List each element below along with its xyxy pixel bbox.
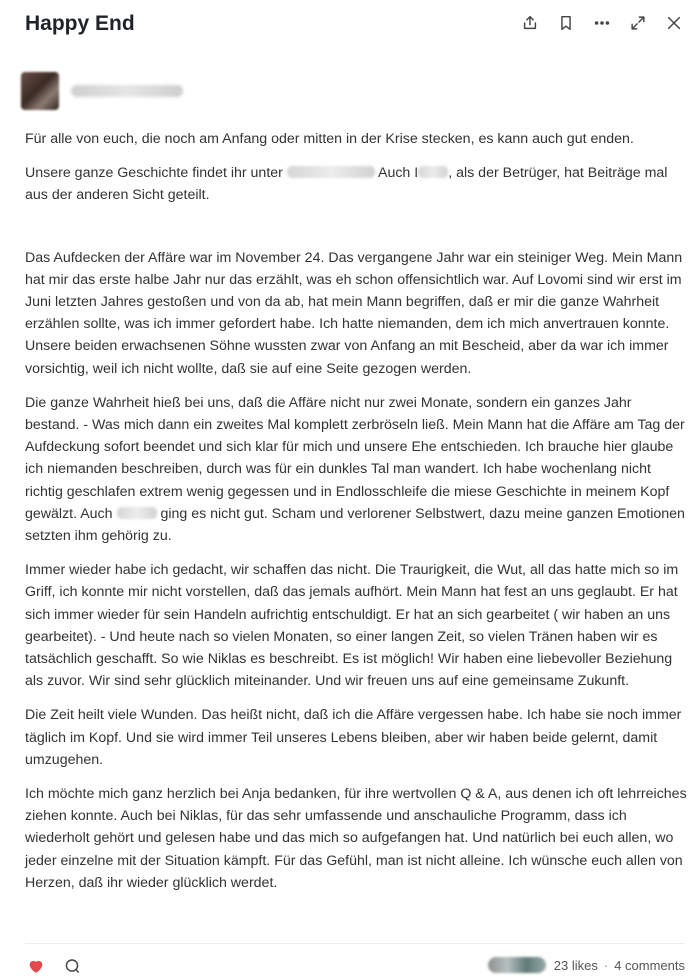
author-row bbox=[21, 72, 183, 110]
redacted-link[interactable] bbox=[287, 166, 375, 178]
avatar[interactable] bbox=[21, 72, 59, 110]
paragraph-text: Unsere ganze Geschichte findet ihr unter bbox=[25, 165, 287, 182]
paragraph: Die Zeit heilt viele Wunden. Das heißt nicht, daß ich die Affäre vergessen habe. Ich habe sie noch immer täglich im Kopf. Und sie wird immer Teil unseres Lebens bleiben, aber wir haben beide gelernt, damit umzugehen. bbox=[25, 707, 682, 768]
redacted-name bbox=[418, 166, 448, 178]
paragraph: Das Aufdecken der Affäre war im November 24. Das vergangene Jahr war ein steiniger Weg. Mein Mann hat mir das erste halbe Jahr nur das erzählt, was eh schon offensichtlich war. Auf Lovomi sind wir erst im Juni letzten Jahres gestoßen und von da ab, hat mein Mann begriffen, daß er mir die ganze Wahrheit erzählen sollte, was ich immer gefordert habe. Ich hatte niemanden, dem ich mich anvertrauen konnte. Unsere beiden erwachsenen Söhne wussten zwar von Anfang an mit Bescheid, aber da war ich immer vorsichtig, weil ich nicht wollte, daß sie auf eine Seite gezogen werden. bbox=[25, 249, 683, 377]
close-icon[interactable] bbox=[663, 12, 685, 34]
likes-count[interactable]: 23 likes bbox=[553, 957, 598, 973]
paragraph-text: Auch I bbox=[374, 165, 419, 182]
post-body bbox=[25, 128, 689, 906]
post-header bbox=[25, 10, 685, 42]
reaction-actions bbox=[25, 955, 83, 977]
comments-count[interactable]: 4 comments bbox=[614, 957, 685, 973]
liker-avatars-redacted[interactable] bbox=[488, 957, 546, 973]
redacted-name bbox=[117, 507, 157, 519]
expand-icon[interactable] bbox=[627, 12, 649, 34]
post-title: Happy End bbox=[25, 12, 135, 35]
engagement-stats bbox=[488, 957, 685, 973]
paragraph-text: Die ganze Wahrheit hieß bei uns, daß die Affäre nicht nur zwei Monate, sondern ein ganzes Jahr bestand. - Was mich dann ein zweites Mal komplett zerbröseln ließ. Mein Mann hat die Affäre am Tag der Aufdeckung sofort beendet und sich klar für mich und unsere Ehe entschieden. Ich brauche hier glaube ich niemanden beschreiben, durch was für ein dunkles Tal man wandert. Ich habe wochenlang nicht richtig geschlafen extrem wenig gegessen und in Endlosschleife die miese Geschichte in meinem Kopf gewälzt. Auch bbox=[25, 394, 685, 522]
paragraph: Für alle von euch, die noch am Anfang oder mitten in der Krise stecken, es kann auch gut enden. bbox=[25, 131, 634, 147]
heart-icon[interactable] bbox=[25, 955, 47, 977]
footer-divider bbox=[25, 943, 685, 944]
share-icon[interactable] bbox=[519, 12, 541, 34]
post-footer bbox=[25, 953, 685, 979]
header-actions bbox=[519, 12, 685, 34]
paragraph-text: ging es nicht gut. Scham und verlorener Selbstwert, dazu meine ganzen Emotionen setzten ihm gehörig zu. bbox=[25, 505, 685, 545]
paragraph-text: , als der Betrüger, hat Beiträge mal aus der anderen Sicht geteilt. bbox=[25, 165, 668, 204]
paragraph: Ich möchte mich ganz herzlich bei Anja bedanken, für ihre wertvollen Q & A, aus denen ich oft lehrreiches ziehen konnte. Auch bei Niklas, für das sehr umfassende und anschauliche Programm, dass ich wiederholt gehört und gelesen habe und das mich so aufgefangen hat. Und natürlich bei euch allen, wo jeder einzelne mit der Situation kämpft. Für das Gefühl, man ist nicht alleine. Ich wünsche euch allen von Herzen, daß ihr wieder glücklich werdet. bbox=[25, 786, 687, 891]
stats-separator: · bbox=[603, 957, 609, 973]
paragraph bbox=[25, 392, 689, 547]
author-name-redacted[interactable] bbox=[71, 85, 183, 97]
more-icon[interactable] bbox=[591, 12, 613, 34]
paragraph: Immer wieder habe ich gedacht, wir schaffen das nicht. Die Traurigkeit, die Wut, all das hatte mich so im Griff, ich konnte mir nicht vorstellen, daß das jemals aufhört. Mein Mann hat fest an uns geglaubt. Er hat sich immer wieder für sein Handeln aufrichtig entschuldigt. Er hat an sich gearbeitet ( wir haben an uns gearbeitet). - Und heute nach so vielen Monaten, so einer langen Zeit, so vielen Tränen haben wir es tatsächlich geschafft. So wie Niklas es beschreibt. Es ist möglich! Wir haben eine liebevoller Beziehung als zuvor. Wir sind sehr glücklich miteinander. Und wir freuen uns auf eine gemeinsame Zukunft. bbox=[25, 562, 679, 690]
comment-icon[interactable] bbox=[61, 955, 83, 977]
bookmark-icon[interactable] bbox=[555, 12, 577, 34]
paragraph bbox=[25, 162, 689, 206]
